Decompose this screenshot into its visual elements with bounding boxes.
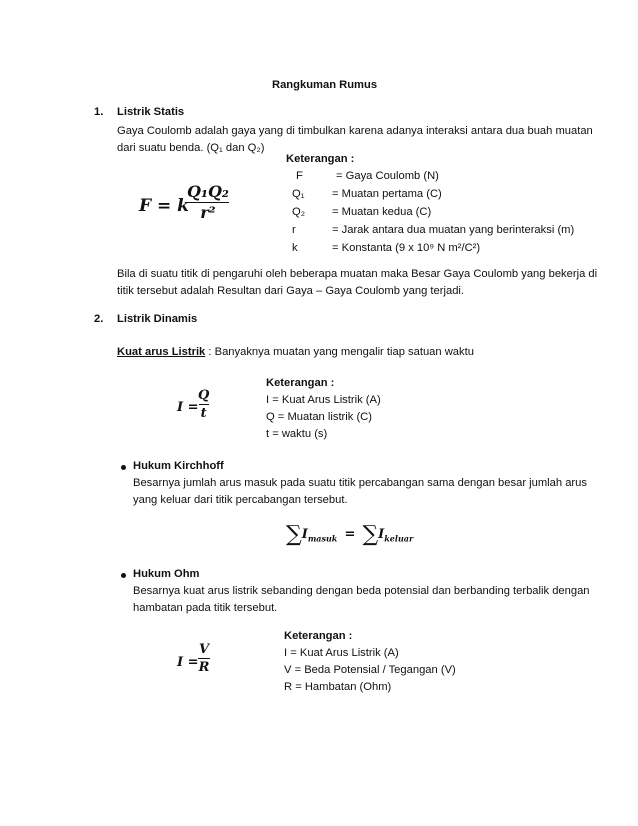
legend-description: = Gaya Coulomb (N) [336, 170, 439, 182]
section-1-note-line-1: Bila di suatu titik di pengaruhi oleh beberapa muatan maka Besar Gaya Coulomb yang bekerja di [117, 268, 598, 280]
ohm-legend-item: R = Hambatan (Ohm) [284, 681, 392, 693]
ohm-keterangan-label: Keterangan : [284, 630, 353, 642]
ohm-formula-fraction [198, 643, 210, 674]
ohm-formula-lhs: I = [177, 655, 199, 670]
current-numerator: Q [198, 388, 210, 403]
section-1-heading: Listrik Statis [117, 106, 185, 118]
legend-symbol: F [296, 170, 303, 182]
bullet-icon [121, 465, 126, 470]
coulomb-denominator: r² [200, 203, 216, 222]
section-2-heading: Listrik Dinamis [117, 313, 198, 325]
kirchhoff-lhs-subscript: masuk [307, 533, 338, 544]
section-1-intro-line-1: Gaya Coulomb adalah gaya yang di timbulkan karena adanya interaksi antara dua buah muatan [117, 125, 593, 137]
kirchhoff-var: I [301, 527, 308, 542]
kirchhoff-rhs-subscript: keluar [384, 533, 414, 544]
kirchhoff-equals: = [344, 527, 356, 542]
section-1-number: 1. [94, 106, 104, 118]
ohm-denominator: R [198, 660, 210, 675]
legend-symbol: Q₂ [292, 206, 306, 218]
legend-description: = Jarak antara dua muatan yang berinteraksi (m) [332, 224, 575, 236]
current-legend-item: I = Kuat Arus Listrik (A) [266, 394, 381, 406]
section-2-keterangan-label: Keterangan : [266, 377, 335, 389]
legend-description: = Konstanta (9 x 10⁹ N m²/C²) [332, 242, 481, 254]
legend-description: = Muatan kedua (C) [332, 206, 432, 218]
kirchhoff-heading: Hukum Kirchhoff [133, 460, 224, 472]
current-legend-item: t = waktu (s) [266, 428, 328, 440]
kirchhoff-line-2: yang keluar dari titik percabangan tersebut. [133, 494, 348, 506]
kirchhoff-formula [286, 522, 413, 547]
kuat-arus-line [117, 346, 474, 358]
legend-symbol: Q₁ [292, 188, 305, 200]
ohm-numerator: V [198, 642, 210, 657]
section-1-intro-line-2: dari suatu benda. (Q₁ dan Q₂) [117, 142, 265, 154]
kuat-arus-description: : Banyaknya muatan yang mengalir tiap satuan waktu [205, 346, 474, 358]
section-1-keterangan-label: Keterangan : [286, 153, 355, 165]
kuat-arus-label: Kuat arus Listrik [117, 346, 206, 358]
legend-symbol: r [292, 224, 296, 236]
legend-symbol: k [292, 242, 298, 254]
ohm-heading: Hukum Ohm [133, 568, 200, 580]
sum-sign: ∑ [362, 522, 379, 547]
current-formula-fraction [198, 389, 209, 420]
coulomb-formula-fraction [187, 184, 229, 221]
kirchhoff-line-1: Besarnya jumlah arus masuk pada suatu titik percabangan sama dengan besar jumlah arus [133, 477, 587, 489]
sum-sign: ∑ [286, 522, 302, 547]
current-formula-lhs: I = [177, 400, 199, 415]
page-title: Rangkuman Rumus [272, 79, 378, 91]
ohm-legend-item: I = Kuat Arus Listrik (A) [284, 647, 399, 659]
ohm-line-1: Besarnya kuat arus listrik sebanding dengan beda potensial dan berbanding terbalik dengan [133, 585, 590, 597]
section-2-number: 2. [94, 313, 104, 325]
coulomb-numerator: Q₁Q₂ [187, 182, 229, 201]
kirchhoff-var: I [378, 527, 385, 542]
ohm-legend-item: V = Beda Potensial / Tegangan (V) [284, 664, 456, 676]
coulomb-formula-lhs: F = k [139, 196, 189, 216]
bullet-icon [121, 573, 126, 578]
section-1-note-line-2: titik tersebut adalah Resultan dari Gaya – Gaya Coulomb yang terjadi. [117, 285, 465, 297]
current-denominator: t [200, 406, 207, 421]
ohm-line-2: hambatan pada titik tersebut. [133, 602, 278, 614]
legend-description: = Muatan pertama (C) [332, 188, 442, 200]
current-legend-item: Q = Muatan listrik (C) [266, 411, 372, 423]
